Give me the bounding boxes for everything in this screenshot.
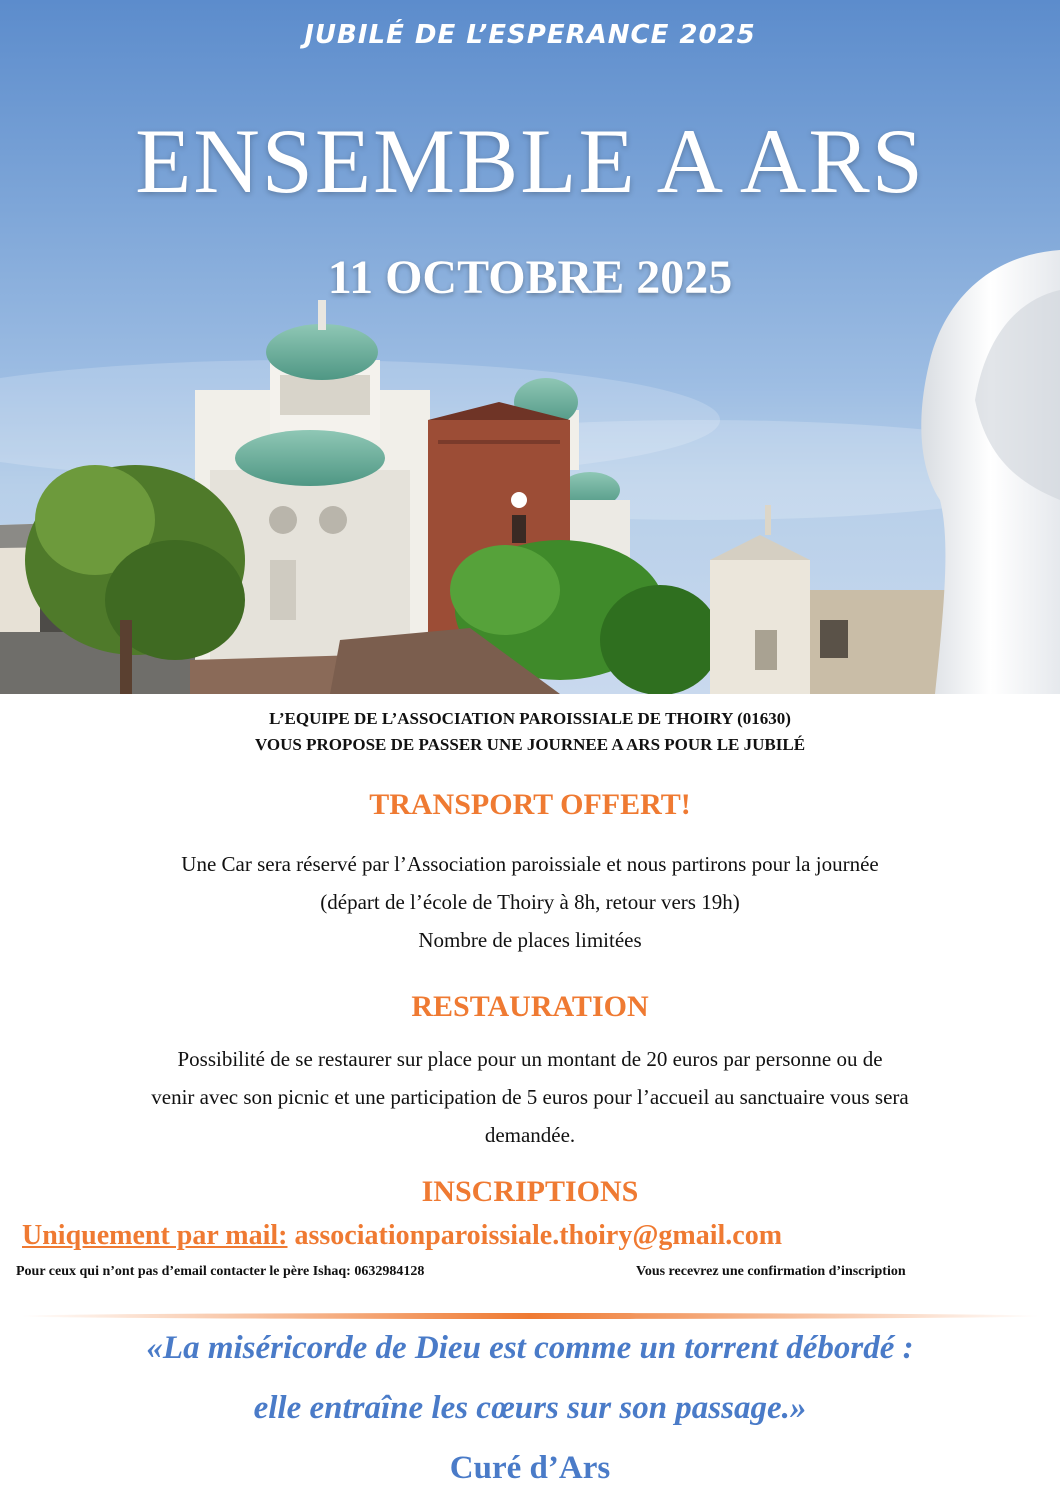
- transport-line-2: (départ de l’école de Thoiry à 8h, retour vers 19h): [320, 890, 740, 914]
- restauration-line-3: demandée.: [484, 1123, 576, 1147]
- intro-block: [0, 706, 1060, 758]
- jubile-subtitle: JUBILÉ DE L’ESPERANCE 2025: [304, 20, 756, 50]
- restauration-line-1: Possibilité de se restaurer sur place pour un montant de 20 euros par personne ou de: [177, 1047, 883, 1071]
- transport-title: TRANSPORT OFFERT!: [369, 788, 691, 821]
- mail-line: [22, 1220, 782, 1252]
- transport-text: [0, 845, 1060, 959]
- restauration-line-2: venir avec son picnic et une participation de 5 euros pour l’accueil au sanctuaire vous sera: [151, 1085, 909, 1109]
- restauration-text: [0, 1040, 1060, 1154]
- no-email-note: Pour ceux qui n’ont pas d’email contacter le père Ishaq: 0632984128: [16, 1264, 425, 1279]
- restauration-title: RESTAURATION: [411, 990, 649, 1023]
- hero-photo: [0, 0, 1060, 694]
- page-title: ENSEMBLE A ARS: [135, 110, 925, 212]
- intro-line-2: VOUS PROPOSE DE PASSER UNE JOURNEE A ARS POUR LE JUBILÉ: [254, 735, 806, 754]
- quote-line-2: elle entraîne les cœurs sur son passage.»: [253, 1390, 807, 1426]
- transport-line-3: Nombre de places limitées: [418, 928, 642, 952]
- quote-author: Curé d’Ars: [449, 1450, 611, 1486]
- intro-line-1: L’EQUIPE DE L’ASSOCIATION PAROISSIALE DE THOIRY (01630): [269, 709, 791, 728]
- divider-line: [0, 1310, 1060, 1322]
- confirmation-note: Vous recevrez une confirmation d’inscription: [636, 1264, 906, 1279]
- event-date: 11 OCTOBRE 2025: [327, 251, 733, 304]
- transport-line-1: Une Car sera réservé par l’Association paroissiale et nous partirons pour la journée: [181, 852, 879, 876]
- mail-label: Uniquement par mail:: [22, 1220, 288, 1251]
- email-link[interactable]: associationparoissiale.thoiry@gmail.com: [294, 1220, 783, 1251]
- inscriptions-title: INSCRIPTIONS: [421, 1175, 639, 1208]
- quote-line-1: «La miséricorde de Dieu est comme un torrent débordé :: [146, 1330, 914, 1366]
- basilica-photo: [0, 0, 1060, 694]
